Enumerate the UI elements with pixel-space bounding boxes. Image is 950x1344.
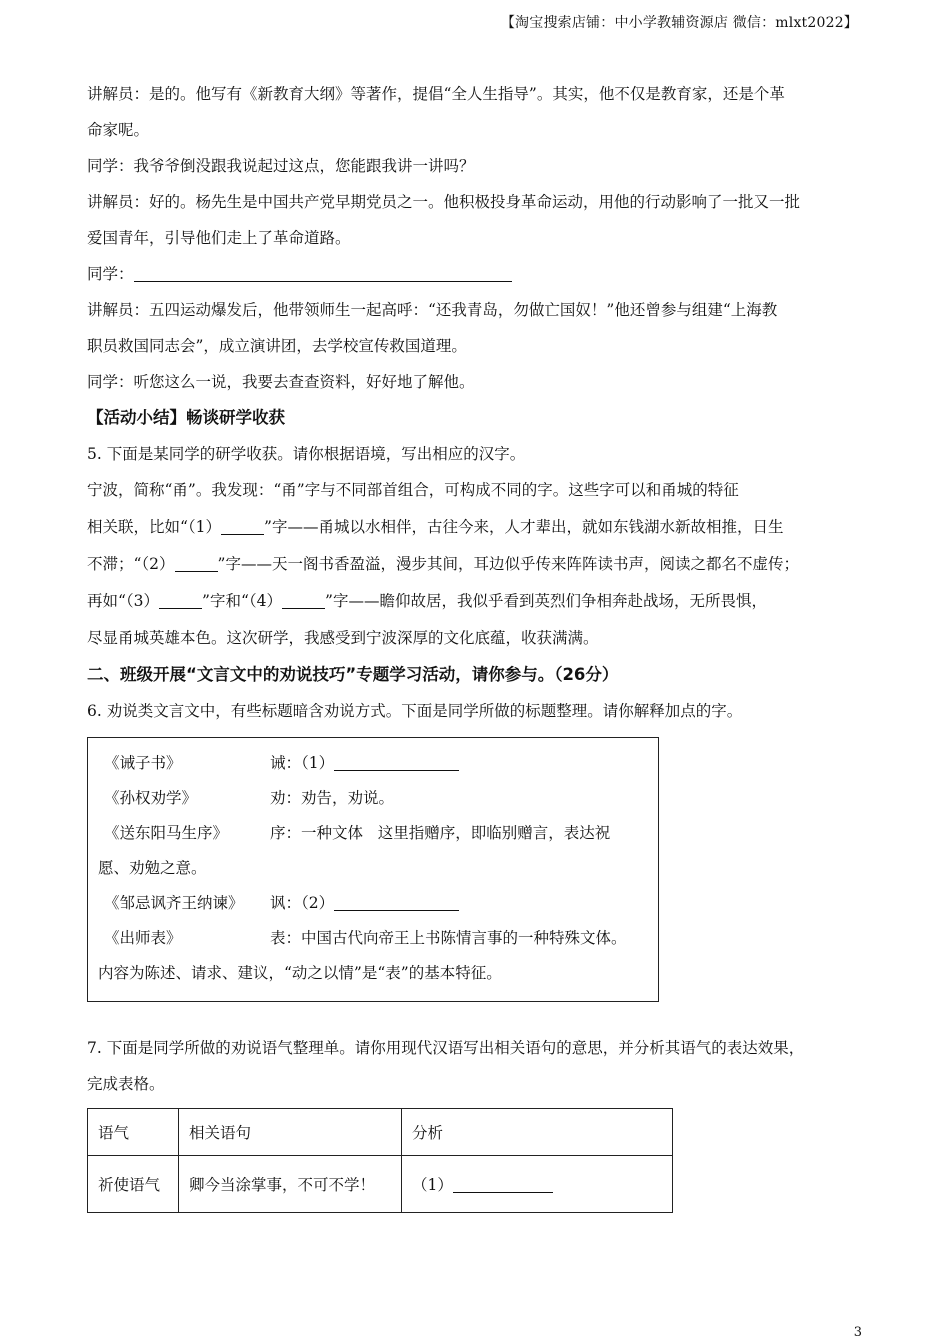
q6-row [98, 956, 658, 991]
section-2-title: 二、班级开展“文言文中的劝说技巧”专题学习活动，请你参与。（26分） [87, 665, 619, 684]
dialogue-line: 职员救国同志会”，成立演讲团，去学校宣传救国道理。 [87, 337, 467, 355]
dialogue-blank-line [87, 256, 872, 292]
q7-prompt: 完成表格。 [87, 1075, 165, 1093]
dialogue-line: 同学：听您这么一说，我要去查查资料，好好地了解他。 [87, 373, 475, 391]
header-source-note: 【淘宝搜索店铺：中小学教辅资源店 微信：mlxt2022】 [500, 15, 858, 31]
q6-title: 《送东阳马生序》 [104, 824, 229, 842]
q6-content: 劝：劝告，劝说。 [270, 789, 395, 807]
q7-data-row [88, 1156, 673, 1213]
q6-content [270, 886, 658, 921]
q6-content-text: 讽：（2） [270, 894, 335, 912]
q5-blank-3[interactable] [159, 590, 202, 609]
q5-prompt: 5. 下面是某同学的研学收获。请你根据语境，写出相应的汉字。 [87, 445, 526, 463]
q5-text: 不滞；“（2） [87, 555, 175, 573]
activity-summary-title: 【活动小结】畅谈研学收获 [87, 408, 285, 427]
dialogue-line: 命家呢。 [87, 121, 150, 139]
q5-passage-line [87, 546, 872, 583]
dialogue-line: 讲解员：五四运动爆发后，他带领师生一起高呼：“还我青岛，勿做亡国奴！”他还曾参与组建“上海教 [87, 301, 778, 319]
q5-passage-line: 尽显甬城英雄本色。这次研学，我感受到宁波深厚的文化底蕴，收获满满。 [87, 629, 599, 647]
q5-text: ”字——天一阁书香盈溢，漫步其间，耳边似乎传来阵阵读书声，阅读之都名不虚传； [217, 555, 799, 573]
q5-passage-line [87, 509, 872, 546]
q6-title-box [87, 737, 659, 1002]
q7-cell: 卿今当涂掌事，不可不学！ [179, 1156, 402, 1213]
q6-title: 《邹忌讽齐王纳谏》 [104, 894, 244, 912]
dialogue-line: 爱国青年，引导他们走上了革命道路。 [87, 229, 351, 247]
q7-cell: 祈使语气 [88, 1156, 179, 1213]
q6-title: 《诫子书》 [104, 754, 182, 772]
q6-content: 序：一种文体 这里指赠序，即临别赠言，表达祝 [270, 824, 611, 842]
q6-blank-2[interactable] [334, 892, 459, 911]
q5-text: 相关联，比如“（1） [87, 518, 222, 536]
q5-blank-1[interactable] [221, 516, 264, 535]
q6-content-wrap: 愿、劝勉之意。 [98, 859, 207, 877]
q5-text: ”字——甬城以水相伴，古往今来，人才辈出，就如东钱湖水新故相推，日生 [264, 518, 784, 536]
q5-text: 再如“（3） [87, 592, 160, 610]
q7-header-cell: 语气 [88, 1109, 179, 1156]
q5-passage-line [87, 583, 872, 620]
q5-text: ”字——瞻仰故居，我似乎看到英烈们争相奔赴战场，无所畏惧， [325, 592, 767, 610]
q5-passage-line: 宁波，简称“甬”。我发现：“甬”字与不同部首组合，可构成不同的字。这些字可以和甬城的特征 [87, 481, 739, 499]
q6-row [98, 851, 658, 886]
q7-cell-text: （1） [412, 1176, 453, 1194]
dialogue-speaker: 同学： [87, 265, 134, 283]
q6-blank-1[interactable] [334, 752, 459, 771]
page-content [87, 76, 872, 1213]
q7-cell [402, 1156, 673, 1213]
q6-prompt: 6. 劝说类文言文中，有些标题暗含劝说方式。下面是同学所做的标题整理。请你解释加点的字。 [87, 702, 743, 720]
q7-prompt: 7. 下面是同学所做的劝说语气整理单。请你用现代汉语写出相关语句的意思，并分析其语气的表达效果， [87, 1039, 805, 1057]
q6-row [98, 816, 658, 851]
q5-blank-4[interactable] [282, 590, 325, 609]
answer-blank[interactable] [134, 263, 512, 282]
dialogue-line: 同学：我爷爷倒没跟我说起过这点，您能跟我讲一讲吗？ [87, 157, 475, 175]
q7-blank-1[interactable] [453, 1174, 553, 1193]
q6-title: 《孙权劝学》 [104, 789, 198, 807]
q5-blank-2[interactable] [175, 553, 218, 572]
q6-row [98, 746, 658, 781]
q6-title: 《出师表》 [104, 929, 182, 947]
dialogue-line: 讲解员：是的。他写有《新教育大纲》等著作，提倡“全人生指导”。其实，他不仅是教育家，还是个革 [87, 85, 785, 103]
q6-content: 表：中国古代向帝王上书陈情言事的一种特殊文体。 [270, 929, 627, 947]
q7-header-row [88, 1109, 673, 1156]
q7-header-cell: 分析 [402, 1109, 673, 1156]
q7-header-cell: 相关语句 [179, 1109, 402, 1156]
q6-content [270, 746, 658, 781]
q7-table [87, 1108, 673, 1213]
q5-text: ”字和“（4） [202, 592, 283, 610]
q6-row [98, 921, 658, 956]
dialogue-line: 讲解员：好的。杨先生是中国共产党早期党员之一。他积极投身革命运动，用他的行动影响了一批又一批 [87, 193, 801, 211]
q6-row [98, 886, 658, 921]
q6-row [98, 781, 658, 816]
page-number: 3 [853, 1325, 862, 1340]
q6-content-wrap: 内容为陈述、请求、建议，“动之以情”是“表”的基本特征。 [98, 964, 502, 982]
q6-content-text: 诫：（1） [270, 754, 335, 772]
